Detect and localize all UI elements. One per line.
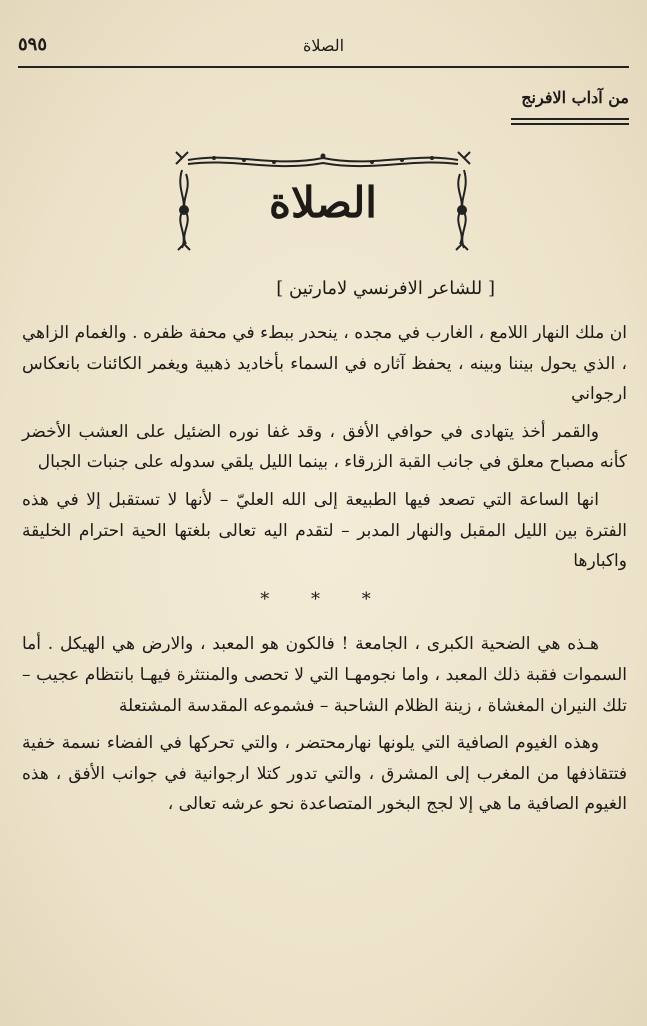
paragraph: وهذه الغيوم الصافية التي يلونها نهارمحتضر ، والتي تحركها في الفضاء نسمة خفية فتتقاذفها من المغرب إلى المشرق ، والتي تدور كتلا ارجوانية في جوانب الأفق ، هذه الغيوم الصافية ما هي إلا لجج البخور المتصاعدة نحو عرشه تعالى ، <box>22 733 627 815</box>
ornamental-title-frame <box>174 150 472 254</box>
section-separator: * * * <box>260 588 389 610</box>
header-rule <box>18 66 629 68</box>
page-number: ٥٩٥ <box>18 34 48 55</box>
section-label: من آداب الافرنج <box>521 88 629 107</box>
paragraph: هـذه هي الضحية الكبرى ، الجامعة ! فالكون هو المعبد ، والارض هي الهيكل . أما السموات فقبة ذلك المعبد ، واما نجومهـا التي لا تحصى والمنتثرة فيهـا بانتظام عجيب – تلك النيران المغشاة ، زينة الظلام الشاحبة – فشموعه المقدسة المشتعلة <box>22 634 627 716</box>
paragraph: انها الساعة التي تصعد فيها الطبيعة إلى الله العليّ – لأنها لا تستقبل إلا في هذه الفترة بين الليل المقبل والنهار المدبر – لتقدم اليه تعالى بلغتها الحية احترام الخليقة واكبارها <box>22 489 627 572</box>
attribution: [ للشاعر الافرنسي لامارتين ] <box>276 278 495 299</box>
section-label-rule <box>511 123 629 125</box>
section-label-rule <box>511 118 629 120</box>
poem-title: الصلاة <box>269 178 377 227</box>
running-title: الصلاة <box>302 36 345 55</box>
paragraph: ان ملك النهار اللامع ، الغارب في مجده ، ينحدر ببطء في محفة ظفره . والغمام الزاهي ، الذي يحول بيننا وبينه ، يحفظ آثاره في السماء بأخاديد ذهبية ويغمر الكائنات بانعكاس ارجواني <box>22 323 627 405</box>
paragraph: والقمر أخذ يتهادى في حوافي الأفق ، وقد غفا نوره الضئيل على العشب الأخضر كأنه مصباح معلق في جانب القبة الزرقاء ، بينما الليل يلقي سدوله على جنبات الجبال <box>22 421 627 473</box>
page-header <box>18 32 629 66</box>
body-text <box>22 318 627 827</box>
